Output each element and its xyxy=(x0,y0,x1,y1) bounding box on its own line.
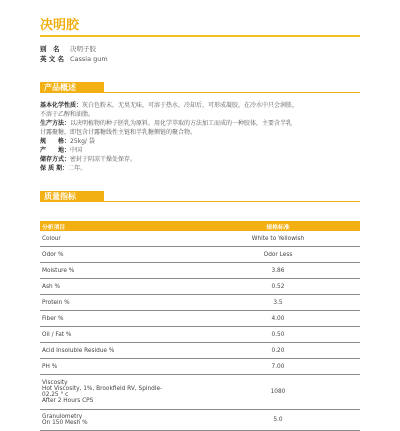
overview-line: 甘露聚糖，即包含甘露糖线性主链和半乳糖侧链的聚合物。 xyxy=(40,129,197,136)
item-cell: Colour xyxy=(40,231,196,247)
english-name-value: Cassia gum xyxy=(70,55,108,63)
english-name-field xyxy=(40,55,108,63)
spec-cell: 1080 xyxy=(196,375,360,410)
item-cell: Fiber % xyxy=(40,311,196,327)
spec-cell: 7.00 xyxy=(196,359,360,375)
item-cell: Protein % xyxy=(40,295,196,311)
spec-cell: 4.00 xyxy=(196,311,360,327)
spec-cell: 3.86 xyxy=(196,263,360,279)
item-cell: Odor % xyxy=(40,247,196,263)
column-header-spec: 规格标准 xyxy=(196,221,360,231)
table-row xyxy=(40,410,360,431)
overview-text xyxy=(40,101,360,173)
overview-heading: 产品概述 xyxy=(40,82,104,93)
overview-line: 储存方式：密封于阴凉干燥处保存。 xyxy=(40,156,137,163)
overview-line: 不溶于乙醇和油脂。 xyxy=(40,111,95,118)
quality-divider xyxy=(40,201,360,202)
item-cell: Moisture % xyxy=(40,263,196,279)
table-row xyxy=(40,343,360,359)
spec-cell: 0.52 xyxy=(196,279,360,295)
overview-line: 产 地：中国 xyxy=(40,147,83,154)
table-row xyxy=(40,247,360,263)
spec-cell: White to Yellowish xyxy=(196,231,360,247)
item-cell: PH % xyxy=(40,359,196,375)
table-row xyxy=(40,295,360,311)
alias-value: 决明子胶 xyxy=(70,45,96,53)
item-cell: Oil / Fat % xyxy=(40,327,196,343)
spec-cell: Odor Less xyxy=(196,247,360,263)
table-row xyxy=(40,263,360,279)
table-row xyxy=(40,279,360,295)
overview-line: 基本化学性质：灰白色粉末，无臭无味，可溶于热水，冷却后，可形成凝胶，在冷水中只会润胀， xyxy=(40,102,299,109)
alias-field xyxy=(40,45,96,53)
table-row xyxy=(40,359,360,375)
spec-cell: 0.50 xyxy=(196,327,360,343)
overview-divider xyxy=(40,92,360,93)
column-header-item: 分析项目 xyxy=(40,221,196,231)
spec-cell: 3.5 xyxy=(196,295,360,311)
spec-cell: 5.0 xyxy=(196,410,360,431)
table-row xyxy=(40,327,360,343)
title-divider xyxy=(40,35,360,37)
english-name-label: 英 文 名 xyxy=(40,55,65,63)
item-cell: Granulometry On 150 Mesh % xyxy=(40,410,196,431)
item-cell: Ash % xyxy=(40,279,196,295)
alias-label: 别 名 xyxy=(40,45,60,53)
quality-heading: 质量指标 xyxy=(40,191,104,202)
table-row xyxy=(40,231,360,247)
product-title: 决明胶 xyxy=(40,18,80,33)
item-cell: Acid Insoluble Residue % xyxy=(40,343,196,359)
overview-line: 规 格：25kg/ 袋 xyxy=(40,138,95,145)
spec-cell: 0.20 xyxy=(196,343,360,359)
table-row xyxy=(40,375,360,410)
overview-line: 保 质 期：二年。 xyxy=(40,165,87,172)
item-cell: Viscosity Hot Viscosity, 1%, Brookfield RV, Spindle- 02,25 ° c After 2 Hours CPS xyxy=(40,375,196,410)
table-row xyxy=(40,311,360,327)
overview-line: 生产方法：以决明植物的种子胚乳为原料，用化学萃取的方法加工而成的一种胶体，主要含半乳 xyxy=(40,120,293,127)
